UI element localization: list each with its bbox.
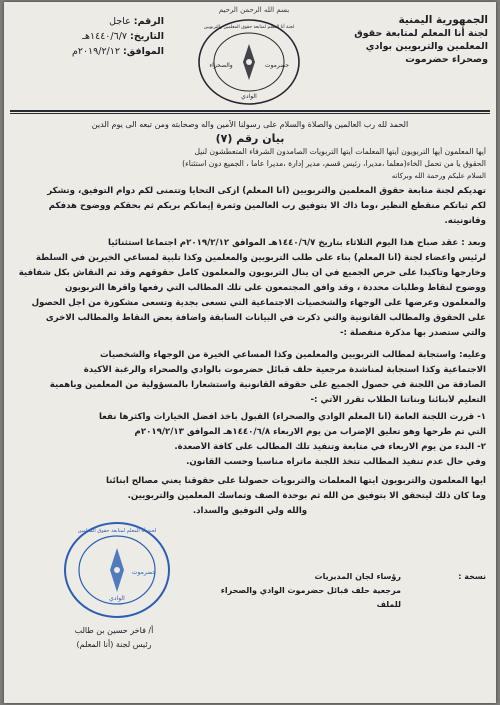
body-line: وفي حال عدم تنفيذ المطالب تتخذ اللجنة ماتراه مناسبا وحسب القانون. xyxy=(186,457,486,467)
issuer-line-3: المعلمين والتربويين بوادي xyxy=(365,41,488,52)
body-line: وعليه: واستجابة لمطالب التربويين والمعلمين وكذا المساعي الخيرة من الوجهاء والشخصيات xyxy=(100,350,486,360)
closing: والله ولي التوفيق والسداد. xyxy=(192,506,308,516)
corr-label: الموافق: xyxy=(123,46,164,57)
stamp-top-word2: والصحراء xyxy=(209,62,233,69)
header-divider-thin xyxy=(10,113,490,114)
copies-label: نسخة : xyxy=(458,572,486,581)
stamp-top-word1: حضرموت xyxy=(264,62,290,69)
issuer-line-4: وصحراء حضرموت xyxy=(405,54,488,65)
body-line: أيها المعلمون والتربويون أيتها المعلمات والتربويات حصولنا على حقوقنا يعني مصالح أبنائنا xyxy=(105,476,486,486)
body-line: والتي ستصدر بها مذكرة منفصلة :- xyxy=(339,328,486,338)
reference-block xyxy=(14,14,164,59)
ref-label: الرقم: xyxy=(133,16,164,27)
signatory-title: رئيس لجنة (أنا المعلم) xyxy=(76,640,152,649)
body-line: تهديكم لجنة متابعة حقوق المعلمين والتربويين (أنا المعلم) أزكى التحايا وتتمنى لكم دوام التوفيق، وتشكر xyxy=(47,186,486,196)
body-line: أيها المعلمون أيها التربويون أيتها المعلمات أيتها التربويات الصامدون الشرفاء المتعطشون لنيل xyxy=(194,147,486,156)
basmala: بسم الله الرحمن الرحيم xyxy=(218,6,290,14)
copy-recipient: مرجعية حلف قبائل حضرموت الوادي والصحراء xyxy=(220,586,401,595)
body-line: وما كان ذلك ليتحقق الا بتوفيق من الله ثم بوحدة الصف وتماسك المعلمين والتربويين. xyxy=(127,491,486,501)
body-line: الاجتماعية وكذا استجابة لمناشدة مرجعية حلف قبائل حضرموت بالوادي والصحراء والرغبة الأكيدة xyxy=(83,365,486,375)
corr-row xyxy=(14,44,164,59)
date-row xyxy=(14,29,164,44)
date-value: ١٤٤٠/٦/٧هـ xyxy=(82,31,128,42)
copy-recipient: رؤساء لجان المديريات xyxy=(314,572,401,581)
body-line: ووضوح لنقاط وطلبات محددة ، وقد وافق المجتمعون على تلك المطالب التي رفعها وأقرها التربويون xyxy=(64,283,486,293)
body-line: والمعلمون وعرضها على الوجهاء والشخصيات الاجتماعية التي تسعى بجدية وتسعى مشكورة من اجل الحصول xyxy=(31,298,486,308)
opening-greeting: الحمد لله رب العالمين والصلاة والسلام على رسولنا الأمين واله وصحابته ومن تبعه الى يوم الدين xyxy=(91,120,409,129)
stamp-bottom-word2: الوادي xyxy=(109,595,125,602)
header-divider xyxy=(10,110,490,112)
copy-recipient: للملف xyxy=(376,600,401,609)
body-line: الحقوق يا من تحمل الخاء(معلما ،مديرا، رئيس قسم، مدير إدارة ،مديرا عاما ، الجميع دون استثناء) xyxy=(182,159,486,168)
corr-value: ٢٠١٩/٢/١٢م xyxy=(71,46,120,57)
body-line: وخارجها وتأكيدا على حرص الجميع في أن ينال التربويون والمعلمون كامل حقوقهم وقد تم النقاش بكل شفافية xyxy=(18,268,486,278)
salutation: السلام عليكم ورحمة الله وبركاته xyxy=(391,172,486,180)
stamp-bottom-ring: لجنة أنا المعلم لمتابعة حقوق المعلمين xyxy=(77,528,157,534)
decision-1-cont: التي تم طرحها وهو تعليق الإضراب من يوم الاربعاء ١٤٤٠/٦/٨هـ الموافق ٢٠١٩/٢/١٣م xyxy=(134,427,486,437)
body-line: وبعد : عقد صباح هذا اليوم الثلاثاء بتاريخ ١٤٤٠/٦/٧هـ الموافق ٢٠١٩/٢/١٢م اجتماعا استثنائيا xyxy=(107,238,486,248)
committee-stamp-top xyxy=(197,18,301,106)
date-label: التاريخ: xyxy=(130,31,164,42)
stamp-bottom-word1: حضرموت xyxy=(131,569,157,576)
body-line: الصادقة من اللجنة في حصول الجميع على حقوقه القانونية واستشعارا بالمسؤولية من المعلمين وباهمية xyxy=(49,380,486,390)
statement-title: بيان رقم (٧) xyxy=(215,132,285,145)
signatory-name: أ/ فاخر حسين بن طالب xyxy=(74,626,154,635)
body-line: وقانونيته. xyxy=(444,216,486,226)
issuer-line-1: الجمهورية اليمنية xyxy=(398,14,488,26)
stamp-top-word3: الوادي xyxy=(241,93,257,100)
decision-1: ١- قررت اللجنة العامة (أنا المعلم الوادي والصحراء) القبول بأخذ أفضل الخيارات وأكثرها نفعا xyxy=(98,412,486,422)
body-line: لكم ثباتكم منقطع النظير ،وما ذاك الا بتوفيق رب العالمين وثمرة إيمانكم بربكم ثم بحقكم ووضوح هدفكم xyxy=(48,201,486,211)
committee-stamp-bottom xyxy=(62,520,172,620)
body-line: على الحقوق والمطالب القانونية والتي ذكرت في البيانات السابقة واضافة بعض النقاط والمطالب الاخرى xyxy=(45,313,486,323)
body-line: لرئيس وأعضاء لجنة (أنا المعلم) بناء على طلب التربويين والمعلمين وكذا تلبية لمساعي الخيرين في السلطة xyxy=(35,253,486,263)
body-line: التعليم لأبنائنا وبناتنا الطلاب تقرر الآتي :- xyxy=(310,395,486,405)
decision-2: ٢- البدء من يوم الاربعاء في متابعة وتنفيذ تلك المطالب على كافة الأصعدة. xyxy=(174,442,486,452)
issuer-line-2: لجنة أنا المعلم لمتابعة حقوق xyxy=(354,28,488,39)
document-page xyxy=(4,2,496,703)
ref-value: عاجل xyxy=(109,16,131,27)
ref-row xyxy=(14,14,164,29)
stamp-top-ring: لجنة أنا المعلم لمتابعة حقوق المعلمين والتربويين xyxy=(203,25,295,30)
issuer-block xyxy=(338,14,488,66)
